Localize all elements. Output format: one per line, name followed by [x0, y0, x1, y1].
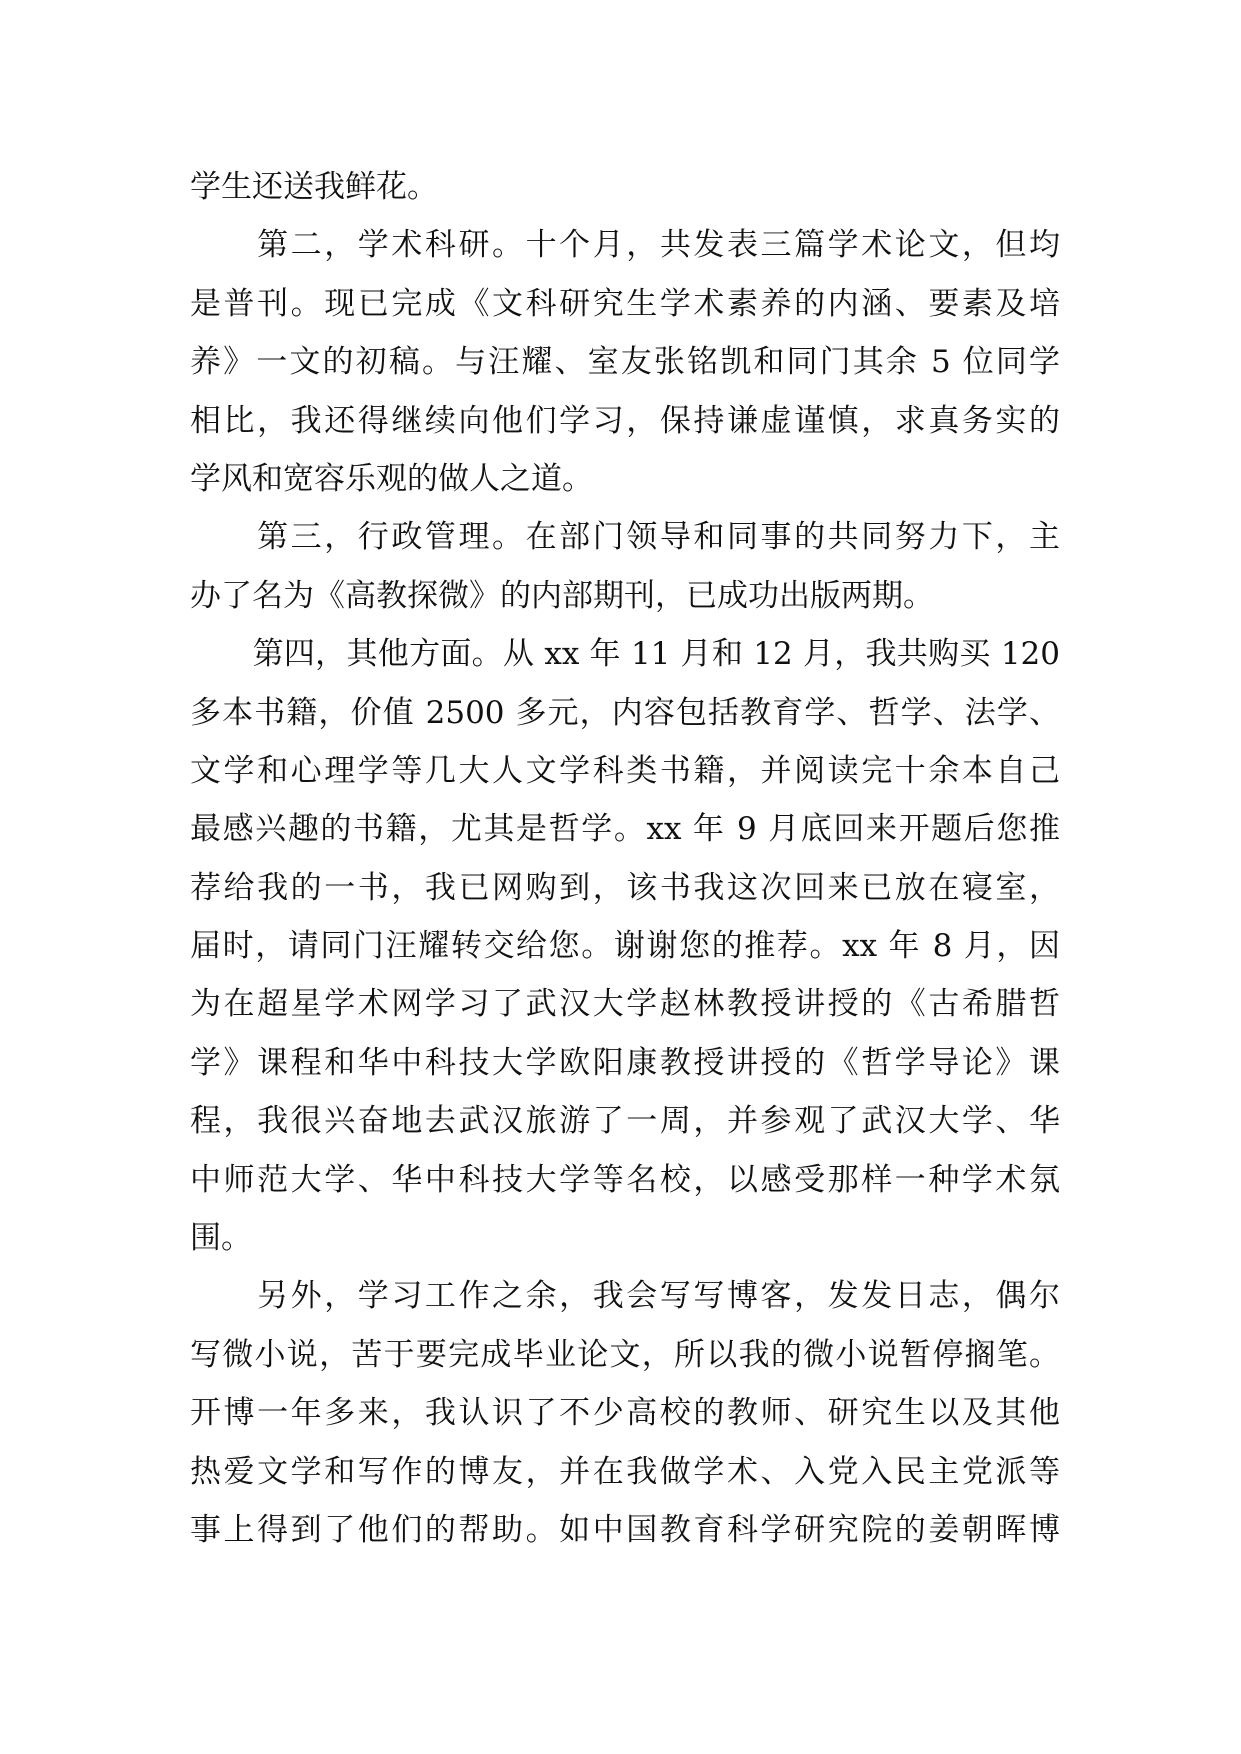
text-line: 最感兴趣的书籍，尤其是哲学。xx 年 9 月底回来开题后您推: [190, 811, 1060, 848]
text-line: 程，我很兴奋地去武汉旅游了一周，并参观了武汉大学、华: [190, 1103, 1060, 1140]
text-line: 中师范大学、华中科技大学等名校，以感受那样一种学术氛: [190, 1161, 1060, 1198]
text-line: 荐给我的一书，我已网购到，该书我这次回来已放在寝室，: [190, 869, 1060, 906]
text-line: 写微小说，苦于要完成毕业论文，所以我的微小说暂停搁笔。: [190, 1336, 1060, 1373]
text-line: 热爱文学和写作的博友，并在我做学术、入党入民主党派等: [190, 1453, 1060, 1490]
text-line: 学风和宽容乐观的做人之道。: [190, 460, 593, 497]
text-line: 围。: [190, 1220, 252, 1257]
text-line: 是普刊。现已完成《文科研究生学术素养的内涵、要素及培: [190, 285, 1060, 322]
text-line: 文学和心理学等几大人文学科类书籍，并阅读完十余本自己: [190, 752, 1060, 789]
text-line: 另外，学习工作之余，我会写写博客，发发日志，偶尔: [190, 1278, 1060, 1315]
text-line: 为在超星学术网学习了武汉大学赵林教授讲授的《古希腊哲: [190, 986, 1060, 1023]
text-line: 届时，请同门汪耀转交给您。谢谢您的推荐。xx 年 8 月，因: [190, 928, 1060, 965]
text-line: 办了名为《高教探微》的内部期刊，已成功出版两期。: [190, 577, 934, 614]
text-line: 第二，学术科研。十个月，共发表三篇学术论文，但均: [190, 227, 1060, 264]
text-line: 开博一年多来，我认识了不少高校的教师、研究生以及其他: [190, 1395, 1060, 1432]
text-line: 事上得到了他们的帮助。如中国教育科学研究院的姜朝晖博: [190, 1511, 1060, 1548]
text-line: 学》课程和华中科技大学欧阳康教授讲授的《哲学导论》课: [190, 1044, 1060, 1081]
text-line: 第三，行政管理。在部门领导和同事的共同努力下，主: [190, 519, 1060, 556]
text-line: 第四，其他方面。从 xx 年 11 月和 12 月，我共购买 120: [190, 636, 1060, 673]
text-line: 学生还送我鲜花。: [190, 169, 438, 205]
text-line: 相比，我还得继续向他们学习，保持谦虚谨慎，求真务实的: [190, 402, 1060, 439]
text-line: 养》一文的初稿。与汪耀、室友张铭凯和同门其余 5 位同学: [190, 344, 1060, 381]
body-text: [190, 158, 1060, 1559]
text-line: 多本书籍，价值 2500 多元，内容包括教育学、哲学、法学、: [190, 694, 1060, 731]
